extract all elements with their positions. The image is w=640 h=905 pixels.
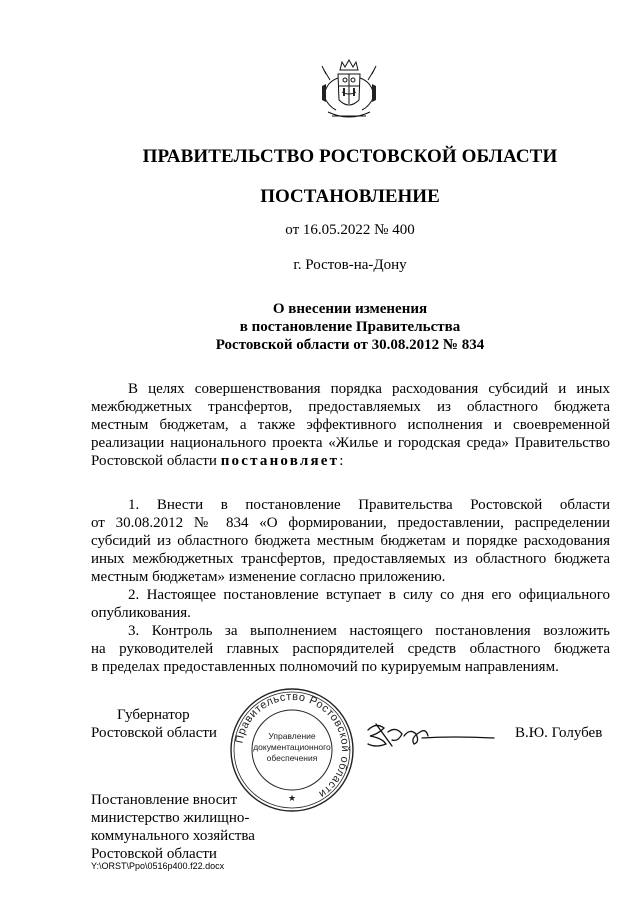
text-line: иных межбюджетных трансфертов, предоставляемых из областного бюджета bbox=[91, 551, 610, 567]
text-line: В целях совершенствования порядка расходования субсидий и иных bbox=[128, 381, 610, 397]
note-line: Постановление вносит bbox=[91, 792, 238, 808]
text-fragment: : bbox=[339, 453, 344, 469]
signer-name: В.Ю. Голубев bbox=[515, 725, 603, 741]
text-line: от 30.08.2012 № 834 «О формировании, предоставлении, распределении bbox=[91, 515, 610, 531]
item-2-paragraph bbox=[91, 586, 610, 622]
seal-inner-text: обеспечения bbox=[266, 753, 318, 763]
subject-line: в постановление Правительства bbox=[239, 319, 461, 335]
text-line: местным бюджетам, а также эффективного исполнения и своевременной bbox=[91, 417, 610, 433]
text-line: на руководителей главных распорядителей средств областного бюджета bbox=[91, 641, 610, 657]
item-3-paragraph bbox=[91, 622, 610, 676]
text-line: реализации национального проекта «Жилье и городская среда» Правительство bbox=[91, 435, 610, 451]
preamble-paragraph bbox=[91, 380, 610, 470]
item-1-paragraph bbox=[91, 496, 610, 586]
document-city: г. Ростов-на-Дону bbox=[293, 257, 407, 273]
text-line: опубликования. bbox=[91, 605, 191, 621]
seal-inner-text: Управление bbox=[268, 731, 316, 741]
note-line: коммунального хозяйства bbox=[91, 828, 255, 844]
text-line: 2. Настоящее постановление вступает в силу со дня его официального bbox=[128, 587, 610, 603]
government-title: ПРАВИТЕЛЬСТВО РОСТОВСКОЙ ОБЛАСТИ bbox=[142, 146, 558, 167]
text-line: 1. Внести в постановление Правительства Ростовской области bbox=[128, 497, 610, 513]
text-line: в пределах предоставленных полномочий по курируемым направлениям. bbox=[91, 659, 559, 675]
file-path-footer: Y:\ORST\Ppo\0516p400.f22.docx bbox=[91, 861, 225, 871]
seal-star-icon: ★ bbox=[287, 793, 297, 803]
document-type: ПОСТАНОВЛЕНИЕ bbox=[260, 186, 440, 207]
signatory-title-line: Ростовской области bbox=[91, 725, 217, 741]
text-line: межбюджетных трансфертов, предоставляемых из областного бюджета bbox=[91, 399, 610, 415]
submission-note bbox=[91, 791, 255, 863]
subject-line: О внесении изменения bbox=[272, 301, 428, 317]
seal-inner-text: документационного bbox=[253, 742, 331, 752]
signatory-position bbox=[91, 706, 217, 742]
decree-word: постановляет bbox=[220, 453, 340, 469]
document-subject bbox=[0, 300, 640, 354]
text-line: местным бюджетам» изменение согласно приложению. bbox=[91, 569, 446, 585]
text-line: субсидий из областного бюджета местным бюджетам и порядке расходования bbox=[91, 533, 610, 549]
text-line: 3. Контроль за выполнением настоящего постановления возложить bbox=[128, 623, 610, 639]
document-date-number: от 16.05.2022 № 400 bbox=[285, 222, 415, 238]
signatory-title-line: Губернатор bbox=[117, 707, 190, 723]
seal-ring-text: Правительство Ростовской области bbox=[233, 690, 352, 801]
note-line: министерство жилищно- bbox=[91, 810, 250, 826]
subject-line: Ростовской области от 30.08.2012 № 834 bbox=[215, 337, 485, 353]
handwritten-signature bbox=[362, 716, 497, 756]
coat-of-arms-emblem bbox=[318, 56, 380, 126]
note-line: Ростовской области bbox=[91, 846, 217, 862]
text-fragment: Ростовской области bbox=[91, 453, 221, 469]
text-line bbox=[91, 452, 610, 470]
